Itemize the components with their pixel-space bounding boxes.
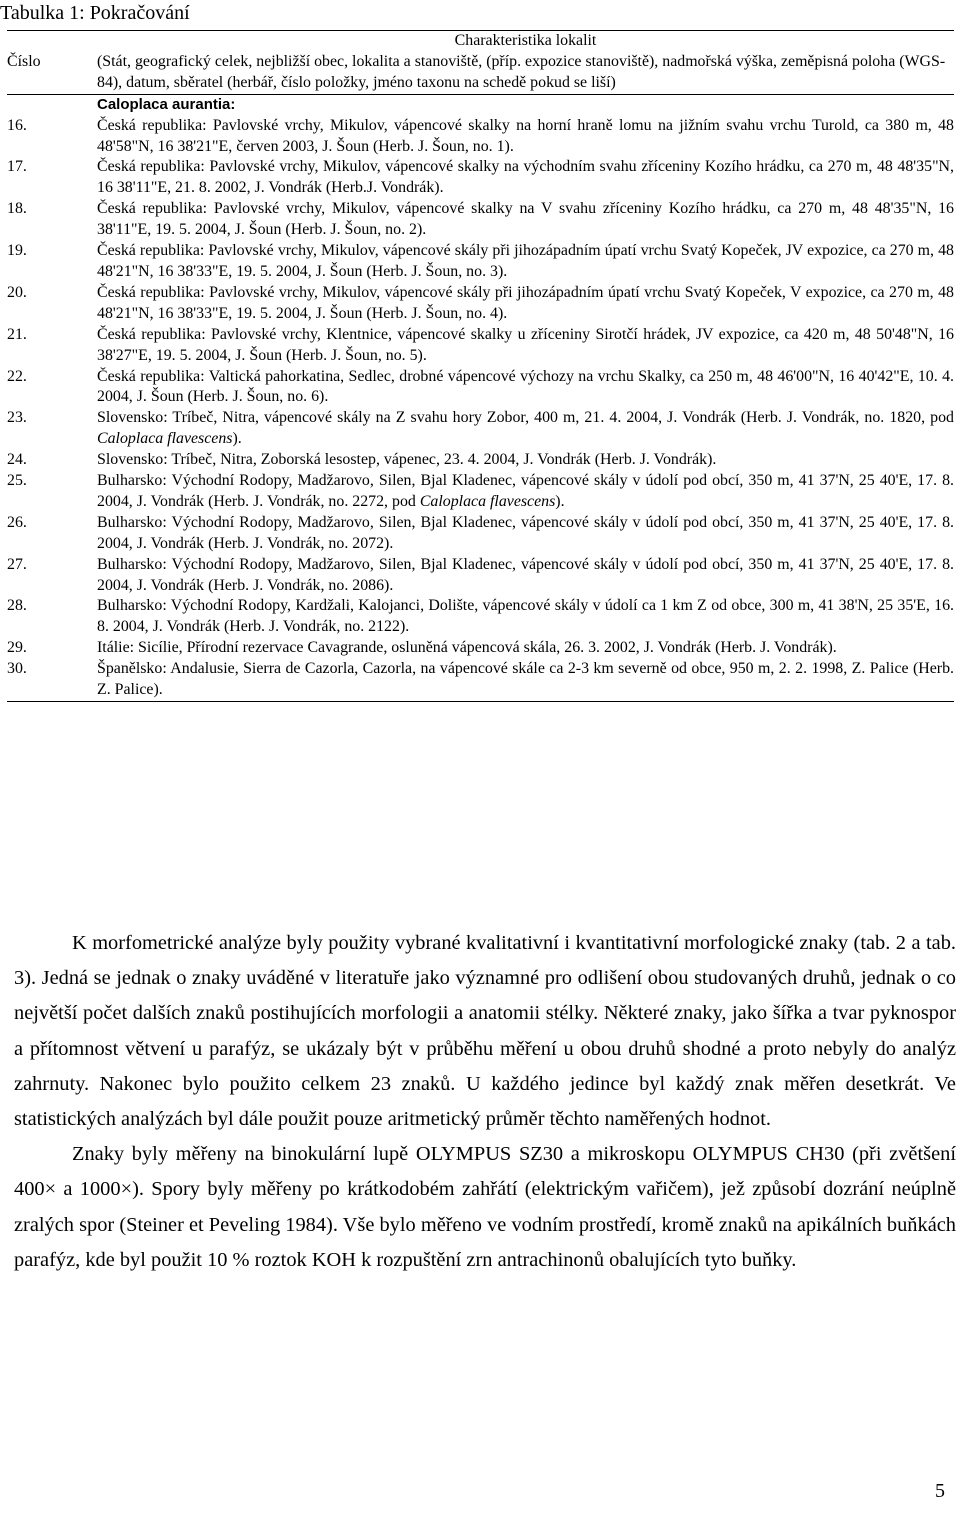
row-number: 30. [7,659,97,701]
table-header-row [7,31,954,95]
row-text-main: Česká republika: Pavlovské vrchy, Mikulov, vápencové skalky na V svahu zříceniny Kozího hrádku, ca 270 m, 48 48'35"N, 16 38'11"E, 19. 5. 2004, J. Šoun (Herb. J. Šoun, no. 2). [97,200,954,239]
row-text-main: Česká republika: Pavlovské vrchy, Mikulov, vápencové skalky na horní hraně lomu na jižním svahu vrchu Turold, ca 380 m, 48 48'58"N, 16 38'21"E, červen 2003, J. Šoun (Herb. J. Šoun, no. 1). [97,116,954,155]
localities-table [7,30,954,702]
taxon-name: Caloplaca flavescens [97,430,233,448]
row-text-main: Itálie: Sicílie, Přírodní rezervace Cavagrande, osluněná vápencová skála, 26. 3. 2002, J. Vondrák (Herb. J. Vondrák). [97,639,837,657]
paragraph: Znaky byly měřeny na binokulární lupě OLYMPUS SZ30 a mikroskopu OLYMPUS CH30 (při zvětšení 400× a 1000×). Spory byly měřeny po krátkodobém zahřátí (elektrickým vařičem), jež způsobí dozrání neúplně zralých spor (Steiner et Peveling 1984). Vše bylo měřeno ve vodním prostředí, kromě znaků na apikálních buňkách parafýz, kde byl použit 10 % roztok KOH k rozpuštění zrn antrachinonů obalujících tyto buňky. [14,1143,956,1271]
table-row [7,555,954,597]
row-number: 19. [7,242,27,260]
table-row [7,408,954,450]
table-row [7,283,954,325]
row-text [97,367,954,409]
row-number: 29. [7,639,27,657]
row-text [97,283,954,325]
row-number: 26. [7,513,27,531]
row-text [97,450,954,471]
table-row [7,199,954,241]
row-text-tail: ). [555,492,565,510]
row-number: 18. [7,200,27,218]
row-text-main: Španělsko: Andalusie, Sierra de Cazorla, Cazorla, na vápencové skále ca 2-3 km severně od obce, 950 m, 2. 2. 1998, Z. Palice (Herb. Z. Palice). [97,660,954,699]
row-text [97,241,954,283]
species-heading: Caloplaca aurantia: [97,95,236,113]
body-text [14,926,956,1278]
table-row [7,596,954,638]
row-number: 20. [7,283,27,301]
table-row [7,471,954,513]
table-row [7,659,954,701]
row-text [97,638,954,659]
table-row [7,450,954,471]
row-text [97,513,954,555]
row-text-main: Česká republika: Pavlovské vrchy, Mikulov, vápencové skalky na východním svahu zříceniny Kozího hrádku, ca 270 m, 48 48'35"N, 16 38'11"E, 21. 8. 2002, J. Vondrák (Herb.J. Vondrák). [97,158,954,197]
header-number-label: Číslo [7,31,97,95]
row-text-main: Česká republika: Pavlovské vrchy, Mikulov, vápencové skály při jihozápadním úpatí vrchu Svatý Kopeček, V expozice, ca 270 m, 48 48'21"N, 16 38'33"E, 19. 5. 2004, J. Šoun (Herb. J. Šoun, no. 4). [97,283,954,322]
row-text [97,116,954,158]
row-text [97,471,954,513]
row-text [97,199,954,241]
row-number: 17. [7,158,27,176]
taxon-name: Caloplaca flavescens [419,492,556,510]
row-number: 27. [7,555,27,573]
table-row [7,157,954,199]
table-row [7,367,954,409]
row-text-main: Bulharsko: Východní Rodopy, Madžarovo, Silen, Bjal Kladenec, vápencové skály v údolí pod obcí, 350 m, 41 37'N, 25 40'E, 17. 8. 2004, J. Vondrák (Herb. J. Vondrák, no. 2086). [97,555,954,594]
row-text [97,659,954,701]
header-description: (Stát, geografický celek, nejbližší obec, lokalita a stanoviště, (příp. expozice stanoviště), nadmořská výška, zeměpisná poloha (WGS-84), datum, sběratel (herbář, číslo položky, jméno taxonu na schedě pokud se liší) [97,52,946,91]
row-text [97,157,954,199]
row-text-main: Bulharsko: Východní Rodopy, Kardžali, Kalojanci, Dolište, vápencové skály v údolí ca 1 km Z od obce, 300 m, 41 38'N, 25 35'E, 16. 8. 2004, J. Vondrák (Herb. J. Vondrák, no. 2122). [97,597,954,636]
row-text-main: Slovensko: Tríbeč, Nitra, Zoborská lesostep, vápenec, 23. 4. 2004, J. Vondrák (Herb. J. Vondrák). [97,451,717,469]
header-title: Charakteristika lokalit [454,32,597,49]
table-row [7,638,954,659]
row-text [97,596,954,638]
table-caption: Tabulka 1: Pokračování [0,2,190,24]
row-text [97,325,954,367]
table-row [7,513,954,555]
row-text [97,408,954,450]
row-text-main: Česká republika: Valtická pahorkatina, Sedlec, drobné vápencové výchozy na vrchu Skalky, ca 250 m, 48 46'00"N, 16 40'42"E, 10. 4. 2004, J. Šoun (Herb. J. Šoun, no. 6). [97,367,954,406]
row-number: 16. [7,116,27,134]
row-number: 22. [7,367,27,385]
species-row [7,94,954,115]
row-text-main: Česká republika: Pavlovské vrchy, Klentnice, vápencové skalky u zříceniny Sirotčí hrádek, JV expozice, ca 420 m, 48 50'48"N, 16 38'27"E, 19. 5. 2004, J. Šoun (Herb. J. Šoun, no. 5). [97,325,954,364]
row-text-tail: ). [232,430,242,448]
table-row [7,116,954,158]
row-text-main: Bulharsko: Východní Rodopy, Madžarovo, Silen, Bjal Kladenec, vápencové skály v údolí pod obcí, 350 m, 41 37'N, 25 40'E, 17. 8. 2004, J. Vondrák (Herb. J. Vondrák, no. 2072). [97,513,954,552]
table-row [7,325,954,367]
row-number: 25. [7,472,27,490]
row-number: 23. [7,409,27,427]
row-text-main: Česká republika: Pavlovské vrchy, Mikulov, vápencové skály při jihozápadním úpatí vrchu Svatý Kopeček, JV expozice, ca 270 m, 48 48'21"N, 16 38'33"E, 19. 5. 2004, J. Šoun (Herb. J. Šoun, no. 3). [97,242,954,280]
row-number: 28. [7,597,27,615]
paragraph: K morfometrické analýze byly použity vybrané kvalitativní i kvantitativní morfologické znaky (tab. 2 a tab. 3). Jedná se jednak o znaky uváděné v literatuře jako významné pro odlišení obou studovaných druhů, jednak o co největší počet dalších znaků postihujících morfologii a anatomii stélky. Některé znaky, jako šířka a tvar pyknospor a přítomnost větvení u parafýz, se ukázaly být v průběhu měření u obou druhů shodné a proto nebyly do analýz zahrnuty. Nakonec bylo použito celkem 23 znaků. U každého jedince byl každý znak měřen desetkrát. Ve statistických analýzách byl dále použit pouze aritmetický průměr těchto naměřených hodnot. [14,932,956,1131]
row-number: 24. [7,451,27,469]
table-row [7,241,954,283]
row-text [97,555,954,597]
row-text-main: Slovensko: Tríbeč, Nitra, vápencové skály na Z svahu hory Zobor, 400 m, 21. 4. 2004, J. Vondrák (Herb. J. Vondrák, no. 1820, pod [97,409,954,427]
row-text-main: Bulharsko: Východní Rodopy, Madžarovo, Silen, Bjal Kladenec, vápencové skály v údolí pod obcí, 350 m, 41 37'N, 25 40'E, 17. 8. 2004, J. Vondrák (Herb. J. Vondrák, no. 2272, pod [97,472,954,510]
page-number: 5 [935,1480,945,1502]
row-number: 21. [7,325,27,343]
